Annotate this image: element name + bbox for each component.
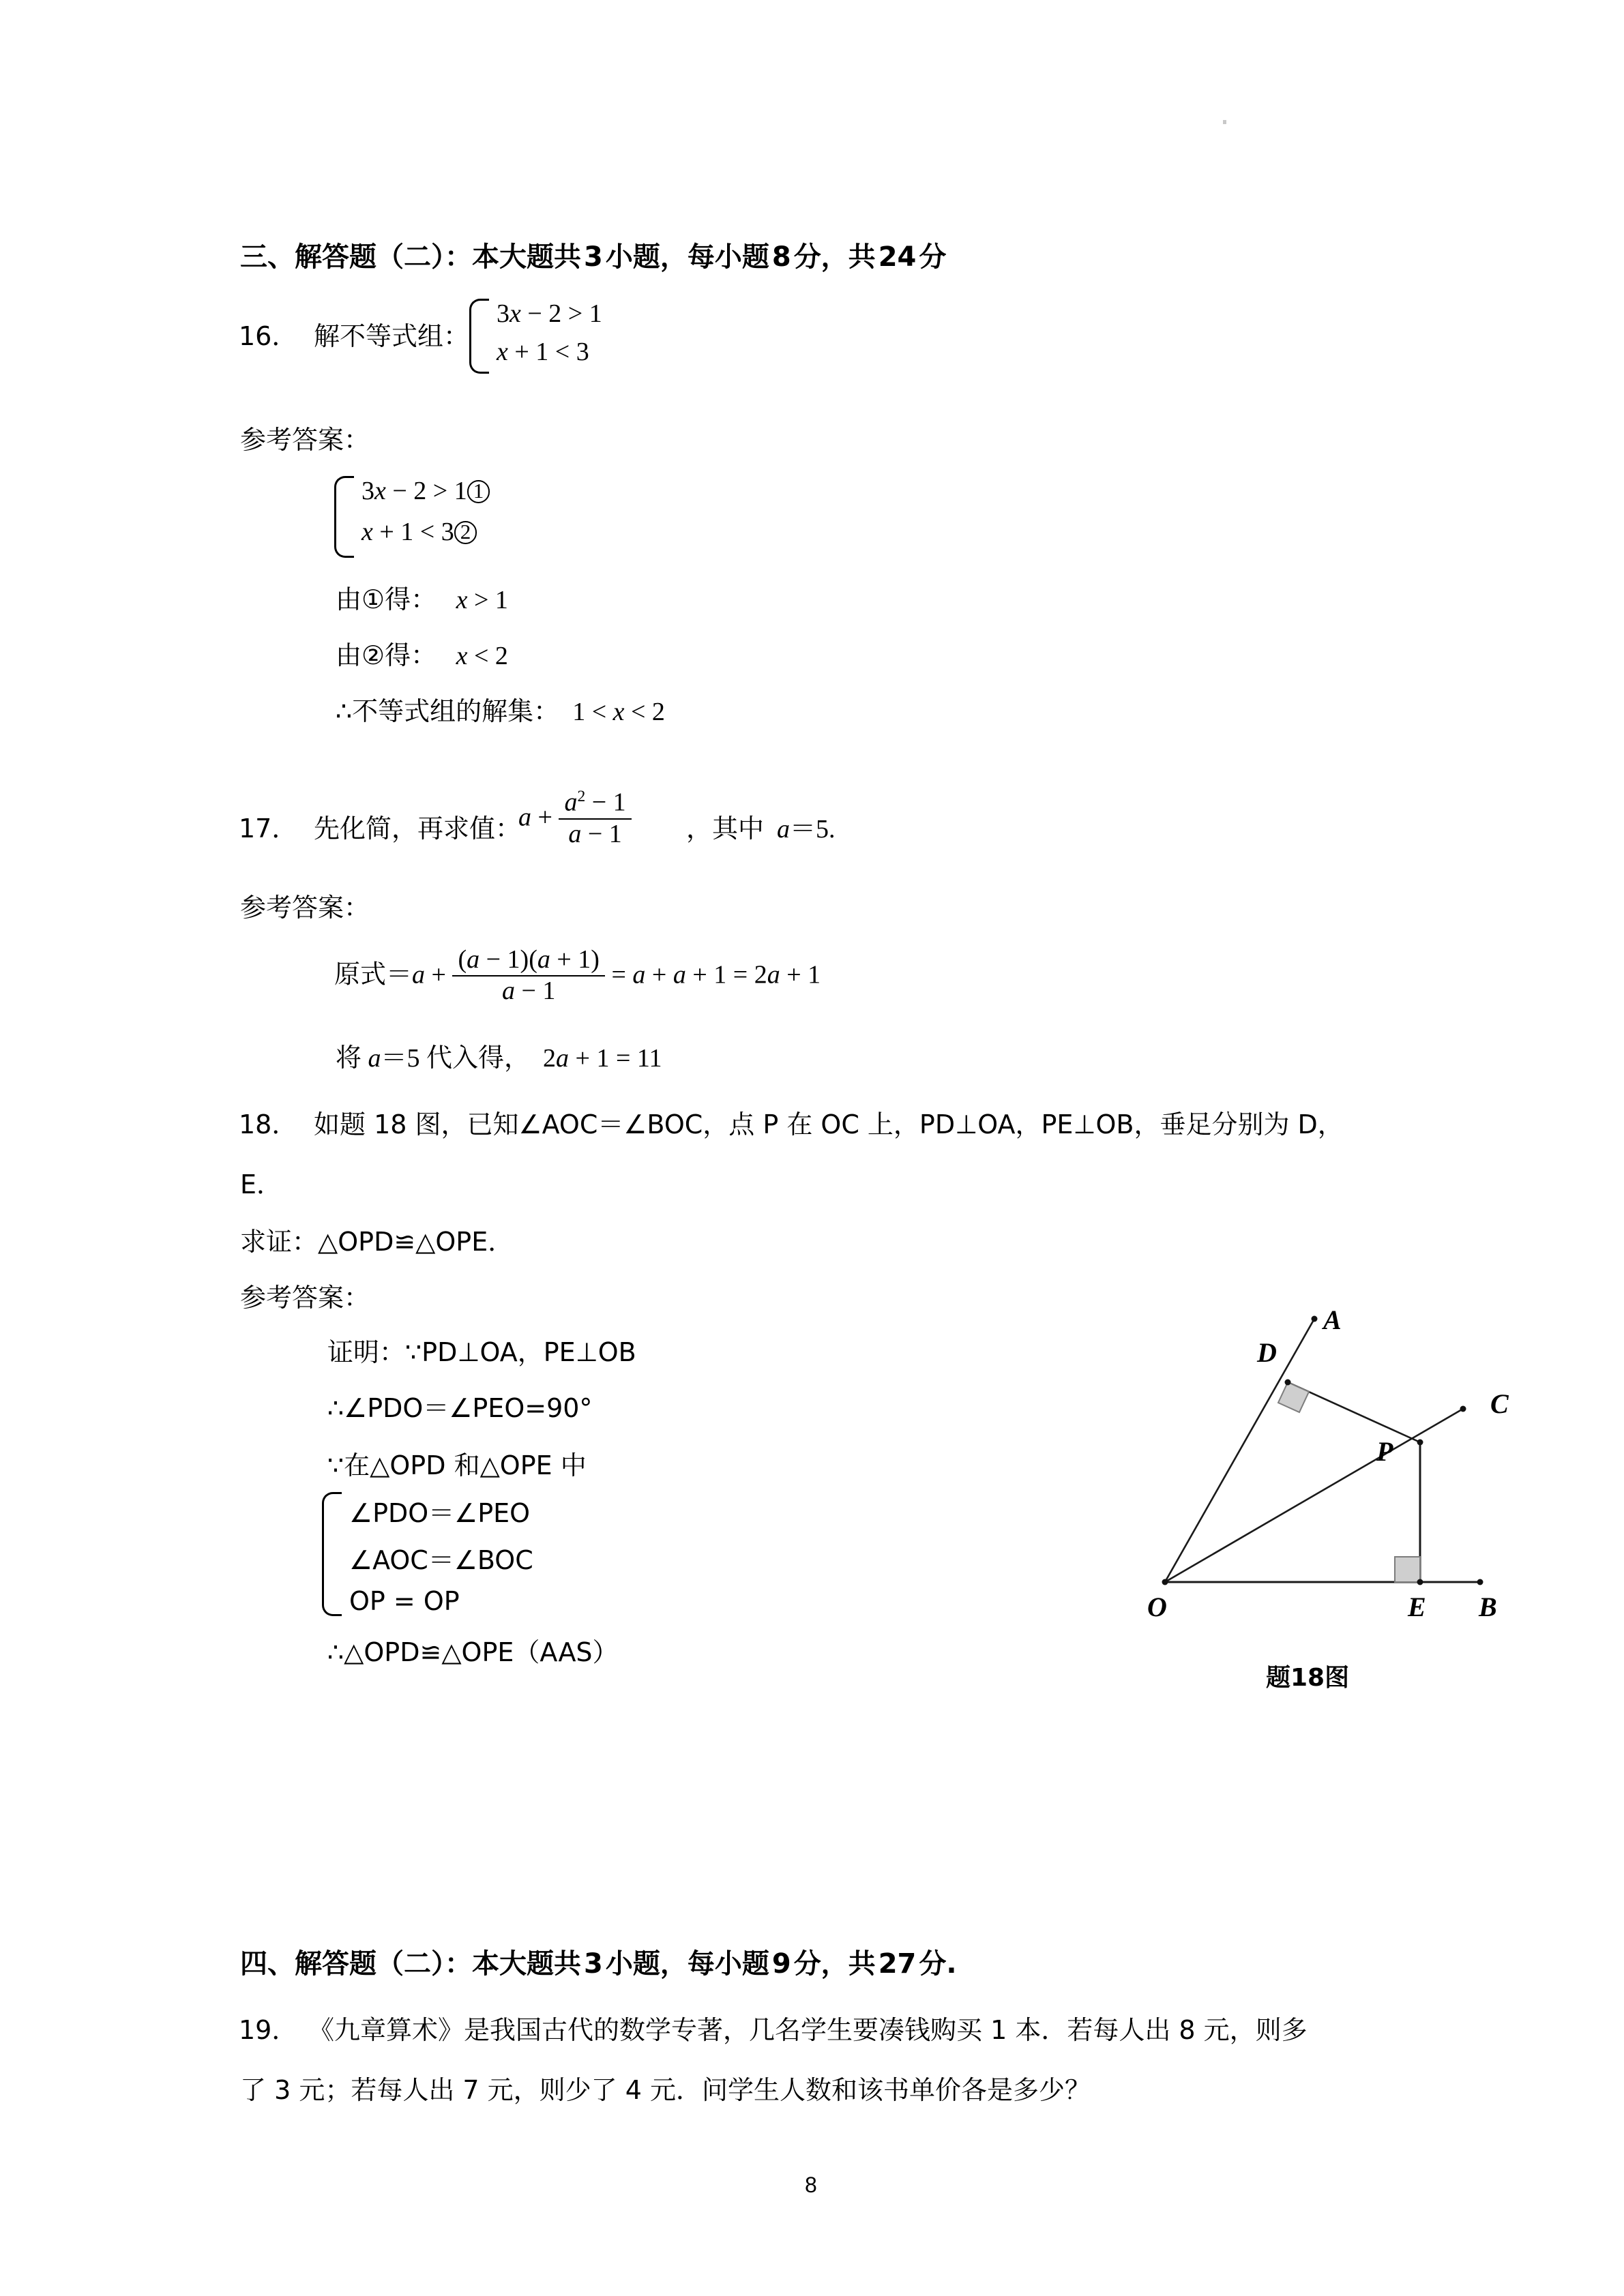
answer-18-system xyxy=(322,1492,533,1616)
question-16-number: 16． xyxy=(239,321,298,351)
section-heading-4-tail: 分. xyxy=(919,1948,957,1980)
figure-label-C: C xyxy=(1490,1388,1509,1419)
answer-17-line-2: 将 a＝5 代入得， 2a + 1 = 11 xyxy=(336,1043,662,1073)
section-heading-3-mid2: 分，共 xyxy=(793,241,876,273)
q16-ineq-1: 3x − 2 > 1 xyxy=(497,299,602,328)
fraction: $\frac{a^2 - 1}{a - 1}$ xyxy=(559,788,631,848)
a16-ineq-2: x + 1 < 3 2 xyxy=(361,517,490,547)
curly-brace xyxy=(469,299,489,374)
question-18-prompt-line1: 如题 18 图，已知∠AOC＝∠BOC，点 P 在 OC 上，PD⊥OA，PE⊥OB，垂足分别为 D， xyxy=(314,1109,1344,1139)
question-17-number: 17． xyxy=(239,814,298,844)
figure-label-D: D xyxy=(1257,1337,1277,1368)
answer-17-line-1: 原式＝a + $\frac{(a - 1)(a + 1)}{a - 1}$ = a + a + 1 = 2a + 1 xyxy=(334,945,821,1005)
curly-brace xyxy=(334,476,354,558)
answer-18-line-2: ∴∠PDO＝∠PEO=90° xyxy=(327,1393,593,1423)
congruence-condition-3: OP = OP xyxy=(349,1586,460,1616)
answer-18-line-3: ∵在△OPD 和△OPE 中 xyxy=(327,1450,587,1480)
figure-18-diagram xyxy=(1119,1275,1501,1657)
section-heading-4-total: 27 xyxy=(878,1948,917,1980)
section-heading-4-lead: 四、解答题（二）：本大题共 xyxy=(240,1948,581,1980)
question-16-system xyxy=(469,299,602,374)
section-heading-3-count: 3 xyxy=(584,241,603,273)
answer-18-conclusion: ∴△OPD≌△OPE（AAS） xyxy=(327,1637,619,1667)
section-heading-3 xyxy=(240,235,946,274)
q16-ineq-2: x + 1 < 3 xyxy=(497,338,589,366)
page-number: 8 xyxy=(805,2173,817,2197)
answer-label-17: 参考答案： xyxy=(240,893,370,923)
vertex-dot-O xyxy=(1162,1579,1168,1585)
question-17-condition: ，其中 a＝5. xyxy=(686,814,836,844)
answer-label-16: 参考答案： xyxy=(240,425,370,455)
figure-label-E: E xyxy=(1408,1592,1426,1622)
section-heading-3-tail: 分 xyxy=(919,241,947,273)
circled-two: 2 xyxy=(454,521,477,544)
scan-artifact xyxy=(1223,120,1226,124)
figure-label-O: O xyxy=(1147,1592,1167,1622)
section-heading-4 xyxy=(240,1942,957,1981)
answer-16-step-2: 由②得： x < 2 xyxy=(336,640,508,670)
section-heading-4-count: 3 xyxy=(584,1948,603,1980)
answer-16-step-1: 由①得： x > 1 xyxy=(336,584,508,614)
figure-label-A: A xyxy=(1323,1304,1342,1335)
curly-brace xyxy=(322,1492,342,1616)
vertex-dot-E xyxy=(1417,1579,1423,1585)
answer-18-line-1: 证明：∵PD⊥OA，PE⊥OB xyxy=(327,1337,636,1367)
right-angle-mark-at-E xyxy=(1395,1557,1420,1582)
figure-label-P: P xyxy=(1376,1436,1393,1467)
vertex-dot-C xyxy=(1460,1406,1466,1412)
vertex-dot-D xyxy=(1285,1380,1291,1386)
a16-ineq-1: 3x − 2 > 1 1 xyxy=(361,476,490,506)
question-18-number: 18． xyxy=(239,1109,298,1139)
question-19-prompt-line1: 《九章算术》是我国古代的数学专著，几名学生要凑钱购买 1 本．若每人出 8 元，则多 xyxy=(308,2015,1308,2045)
answer-16-system xyxy=(334,476,490,558)
answer-label-18: 参考答案： xyxy=(240,1283,370,1313)
vertex-dot-A xyxy=(1312,1316,1318,1322)
question-17-expression: a + $\frac{a^2 - 1}{a - 1}$ xyxy=(518,790,632,849)
section-heading-3-mid: 小题，每小题 xyxy=(605,241,769,273)
section-heading-4-per: 9 xyxy=(771,1948,791,1980)
ray-OA xyxy=(1165,1319,1314,1582)
congruence-condition-1: ∠PDO＝∠PEO xyxy=(349,1498,531,1528)
section-heading-4-mid2: 分，共 xyxy=(793,1948,876,1980)
question-18-prompt-line2: E． xyxy=(240,1169,283,1199)
circled-one: 1 xyxy=(467,480,490,503)
right-angle-mark-at-D xyxy=(1278,1382,1309,1412)
congruence-condition-2: ∠AOC＝∠BOC xyxy=(349,1545,533,1575)
figure-label-B: B xyxy=(1479,1592,1497,1622)
question-19-prompt-line2: 了 3 元；若每人出 7 元，则少了 4 元．问学生人数和该书单价各是多少？ xyxy=(240,2075,1091,2105)
question-18-prove: 求证：△OPD≌△OPE． xyxy=(240,1227,514,1257)
ray-OC xyxy=(1165,1409,1463,1582)
section-heading-4-mid: 小题，每小题 xyxy=(605,1948,769,1980)
question-16-prompt: 解不等式组： xyxy=(314,321,470,351)
answer-16-conclusion: ∴不等式组的解集： 1 < x < 2 xyxy=(336,696,665,726)
question-19-number: 19． xyxy=(239,2015,298,2045)
section-heading-3-per: 8 xyxy=(771,241,791,273)
figure-18-caption: 题18图 xyxy=(1266,1664,1350,1692)
vertex-dot-P xyxy=(1417,1440,1423,1446)
vertex-dot-B xyxy=(1477,1579,1483,1585)
fraction: $\frac{(a - 1)(a + 1)}{a - 1}$ xyxy=(452,946,605,1005)
section-heading-3-lead: 三、解答题（二）：本大题共 xyxy=(240,241,581,273)
question-17-prompt: 先化简，再求值： xyxy=(314,814,522,844)
section-heading-3-total: 24 xyxy=(878,241,917,273)
